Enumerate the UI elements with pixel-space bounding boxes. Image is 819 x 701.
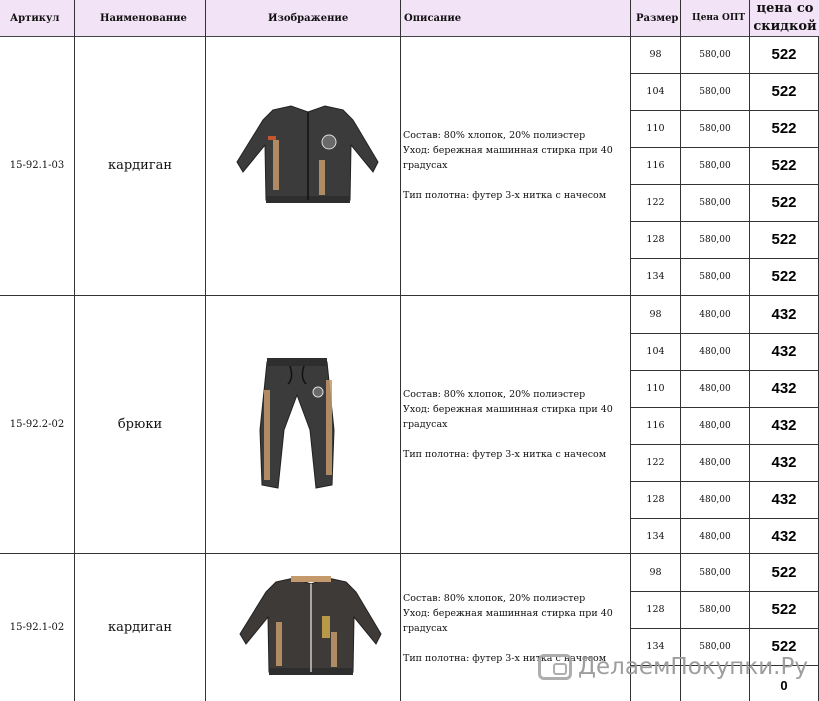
opt-price-cell: 580,00 [699,567,731,578]
discount-price-cell: 432 [771,454,797,471]
discount-price-cell: 522 [771,564,797,581]
size-cell: 122 [646,197,665,208]
size-cell: 134 [646,641,665,652]
description-cell: Состав: 80% хлопок, 20% полиэстер Уход: бережная машинная стирка при 40 градусах Тип полотна: футер 3-х нитка с начесом [403,130,613,201]
opt-price-cell: 480,00 [699,457,731,468]
header-image: Изображение [268,12,349,24]
size-cell: 98 [649,567,662,578]
size-cell: 134 [646,531,665,542]
article-cell: 15-92.1-03 [9,160,65,171]
opt-price-cell: 480,00 [699,531,731,542]
name-cell: кардиган [107,620,173,635]
article-cell: 15-92.1-02 [9,622,65,633]
name-cell: брюки [117,417,163,432]
opt-price-cell: 480,00 [699,346,731,357]
discount-price-cell: 522 [771,268,797,285]
discount-price-cell: 522 [771,83,797,100]
opt-price-cell: 580,00 [699,271,731,282]
header-article: Артикул [10,12,60,24]
size-cell: 122 [646,457,665,468]
pants-image [252,350,342,495]
discount-price-cell: 522 [771,194,797,211]
header-name: Наименование [100,12,187,24]
size-cell: 98 [649,309,662,320]
trailing-value: 0 [780,677,788,693]
name-cell: кардиган [107,158,173,173]
discount-price-cell: 522 [771,46,797,63]
article-cell: 15-92.2-02 [9,419,65,430]
opt-price-cell: 480,00 [699,309,731,320]
size-cell: 104 [646,346,665,357]
size-cell: 128 [646,234,665,245]
discount-price-cell: 522 [771,231,797,248]
header-opt-price: Цена ОПТ [692,13,746,23]
opt-price-cell: 580,00 [699,123,731,134]
watermark: ДелаемПокупки.Ру [538,654,808,680]
size-cell: 116 [646,160,665,171]
opt-price-cell: 480,00 [699,383,731,394]
cardigan-image [233,100,383,212]
opt-price-cell: 580,00 [699,49,731,60]
size-cell: 134 [646,271,665,282]
discount-price-cell: 432 [771,528,797,545]
discount-price-cell: 522 [771,157,797,174]
opt-price-cell: 580,00 [699,604,731,615]
table-header [0,0,819,37]
opt-price-cell: 580,00 [699,86,731,97]
size-cell: 116 [646,420,665,431]
zip-cardigan-image [236,572,386,684]
size-cell: 128 [646,604,665,615]
size-cell: 98 [649,49,662,60]
discount-price-cell: 522 [771,638,797,655]
discount-price-cell: 432 [771,417,797,434]
description-cell: Состав: 80% хлопок, 20% полиэстер Уход: бережная машинная стирка при 40 градусах Тип полотна: футер 3-х нитка с начесом [403,389,613,460]
discount-price-cell: 432 [771,491,797,508]
opt-price-cell: 480,00 [699,420,731,431]
discount-price-cell: 432 [771,380,797,397]
description-cell: Состав: 80% хлопок, 20% полиэстер Уход: бережная машинная стирка при 40 градусах Тип полотна: футер 3-х нитка с начесом [403,593,613,664]
header-discount: цена со скидкой [753,1,817,34]
opt-price-cell: 580,00 [699,641,731,652]
discount-price-cell: 432 [771,343,797,360]
wallet-icon [538,654,572,680]
size-cell: 110 [646,123,665,134]
discount-price-cell: 522 [771,120,797,137]
size-cell: 104 [646,86,665,97]
opt-price-cell: 580,00 [699,197,731,208]
opt-price-cell: 480,00 [699,494,731,505]
header-size: Размер [636,12,679,24]
discount-price-cell: 432 [771,306,797,323]
discount-price-cell: 522 [771,601,797,618]
size-cell: 128 [646,494,665,505]
opt-price-cell: 580,00 [699,234,731,245]
opt-price-cell: 580,00 [699,160,731,171]
size-cell: 110 [646,383,665,394]
header-description: Описание [404,12,462,24]
